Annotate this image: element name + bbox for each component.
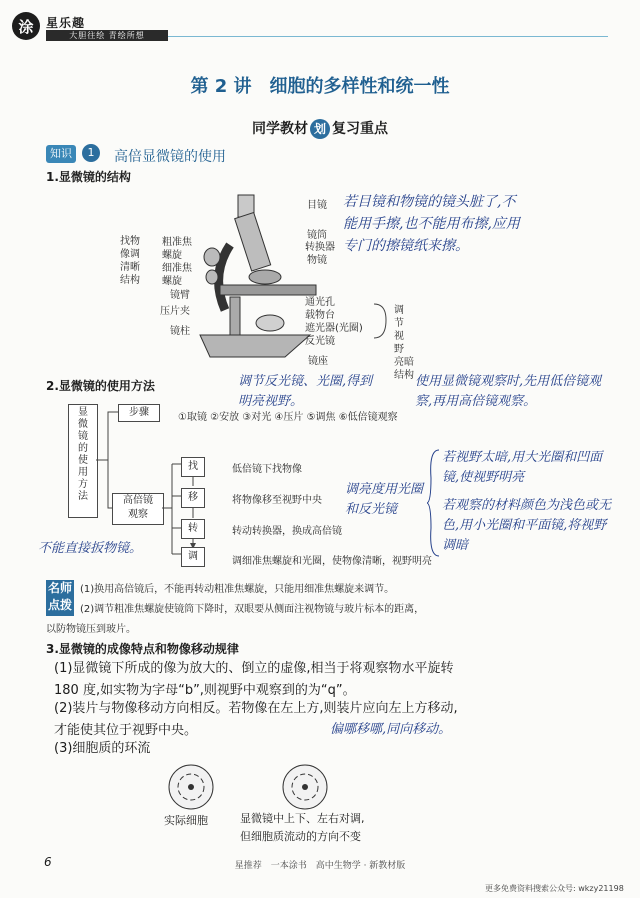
brand-logo: 涂 — [12, 12, 40, 40]
handwritten-note-lens-clean: 若目镜和物镜的镜头脏了,不能用手擦,也不能用布擦,应用专门的擦镜纸来擦。 — [343, 194, 520, 254]
label-eyepiece: 目镜 — [307, 200, 327, 211]
label-base: 镜座 — [308, 356, 328, 367]
label-brightness-structure: 调 节 视 野 亮暗 结构 — [394, 305, 414, 381]
section-1-heading: 1.显微镜的结构 — [46, 170, 131, 184]
body-line-1: (1)显微镜下所成的像为放大的、倒立的虚像,相当于将观察物水平旋转 — [54, 661, 454, 676]
flow-steps-box: 步骤 — [118, 404, 160, 422]
tip-line-2: (2)调节粗准焦螺旋使镜筒下降时，双眼要从侧面注视物镜与玻片标本的距离， — [80, 604, 425, 615]
cell-microscope-diagram — [280, 762, 330, 812]
flow-step-turn-text: 转动转换器，换成高倍镜 — [232, 526, 342, 537]
brand-slogan: 大胆往绘 青绘所想 — [46, 30, 168, 41]
handwritten-note-reflector: 调节反光镜、光圈,得到明亮视野。 — [238, 374, 373, 409]
label-pillar: 镜柱 — [170, 326, 190, 337]
flow-main-box: 显 微 镜 的 使 用 方 法 — [68, 404, 98, 518]
flow-step-find-text: 低倍镜下找物像 — [232, 464, 302, 475]
brand-name: 星乐趣 — [46, 16, 86, 30]
topic-number: 1 — [82, 144, 100, 162]
label-stage: 载物台 — [305, 310, 335, 321]
topic-badge: 知识 — [46, 145, 76, 163]
review-heading — [0, 118, 640, 139]
topic-title: 高倍显微镜的使用 — [114, 149, 226, 165]
handwritten-note-dark-view: 若视野太暗,用大光圈和凹面镜,使视野明亮 — [442, 450, 603, 485]
review-right: 复习重点 — [332, 121, 388, 137]
label-diaphragm: 遮光器(光圈) — [305, 323, 363, 334]
handwritten-note-move-rule: 偏哪移哪,同向移动。 — [330, 722, 452, 737]
review-circle: 划 — [310, 119, 330, 139]
label-mirror: 反光镜 — [305, 336, 335, 347]
cell-microscope-caption: 显微镜中上下、左右对调, 但细胞质流动的方向不变 — [240, 812, 365, 843]
hand-bracket — [427, 448, 441, 558]
flow-high-box: 高倍镜 观察 — [112, 493, 164, 525]
tip-line-3: 以防物镜压到玻片。 — [46, 624, 136, 635]
handwritten-note-light-material: 若观察的材料颜色为浅色或无色,用小光圈和平面镜,将视野调暗 — [442, 498, 612, 553]
lecture-title: 第 2 讲 细胞的多样性和统一性 — [190, 76, 450, 97]
label-turret: 转换器 — [305, 242, 335, 253]
label-aperture: 通光孔 — [305, 297, 335, 308]
label-arm: 镜臂 — [170, 290, 190, 301]
body-line-4: 才能使其位于视野中央。 — [54, 723, 198, 738]
flow-step-move-text: 将物像移至视野中央 — [232, 495, 322, 506]
flow-step-find: 找 — [181, 457, 205, 477]
label-focus-structure: 找物 像调 清晰 结构 — [120, 236, 140, 286]
body-line-3: (2)装片与物像移动方向相反。若物像在左上方,则装片应向左上方移动, — [54, 701, 458, 716]
label-coarse-knob: 粗准焦 螺旋 — [162, 237, 192, 261]
tip-badge — [46, 580, 74, 616]
label-fine-knob: 细准焦 螺旋 — [162, 263, 192, 287]
cell-actual-caption: 实际细胞 — [164, 814, 208, 827]
watermark-text: 更多免费资料搜索公众号: wkzy21198 — [485, 884, 624, 893]
review-left: 同学教材 — [252, 121, 308, 137]
header-rule — [168, 36, 608, 37]
label-tube: 镜筒 — [307, 230, 327, 241]
handwritten-note-low-high: 使用显微镜观察时,先用低倍镜观察,再用高倍镜观察。 — [415, 374, 602, 409]
flow-step-move: 移 — [181, 488, 205, 508]
flow-steps-text: ①取镜 ②安放 ③对光 ④压片 ⑤调焦 ⑥低倍镜观察 — [178, 412, 398, 423]
bracket-brightness — [372, 300, 392, 342]
flow-step-adjust: 调 — [181, 547, 205, 567]
flow-step-adjust-text: 调细准焦螺旋和光圈，使物像清晰，视野明亮 — [232, 556, 432, 567]
handwritten-note-brightness: 调亮度用光圈和反光镜 — [345, 482, 424, 517]
flow-step-turn: 转 — [181, 519, 205, 539]
footer-text: 星推荐 一本涂书 高中生物学 · 新教材版 — [234, 861, 406, 871]
label-objective: 物镜 — [307, 255, 327, 266]
label-clip: 压片夹 — [160, 306, 190, 317]
tip-badge-bottom: 点拨 — [47, 598, 72, 612]
section-2-heading: 2.显微镜的使用方法 — [46, 379, 155, 393]
cell-actual-diagram — [166, 762, 216, 812]
page-number: 6 — [44, 855, 52, 869]
tip-line-1: (1)换用高倍镜后，不能再转动粗准焦螺旋，只能用细准焦螺旋来调节。 — [80, 584, 395, 595]
handwritten-note-no-pull: 不能直接扳物镜。 — [38, 541, 143, 556]
section-3-heading: 3.显微镜的成像特点和物像移动规律 — [46, 642, 239, 656]
tip-badge-top: 名师 — [47, 581, 72, 595]
body-line-5: (3)细胞质的环流 — [54, 741, 151, 756]
body-line-2: 180 度,如实物为字母“b”,则视野中观察到的为“q”。 — [54, 683, 356, 698]
